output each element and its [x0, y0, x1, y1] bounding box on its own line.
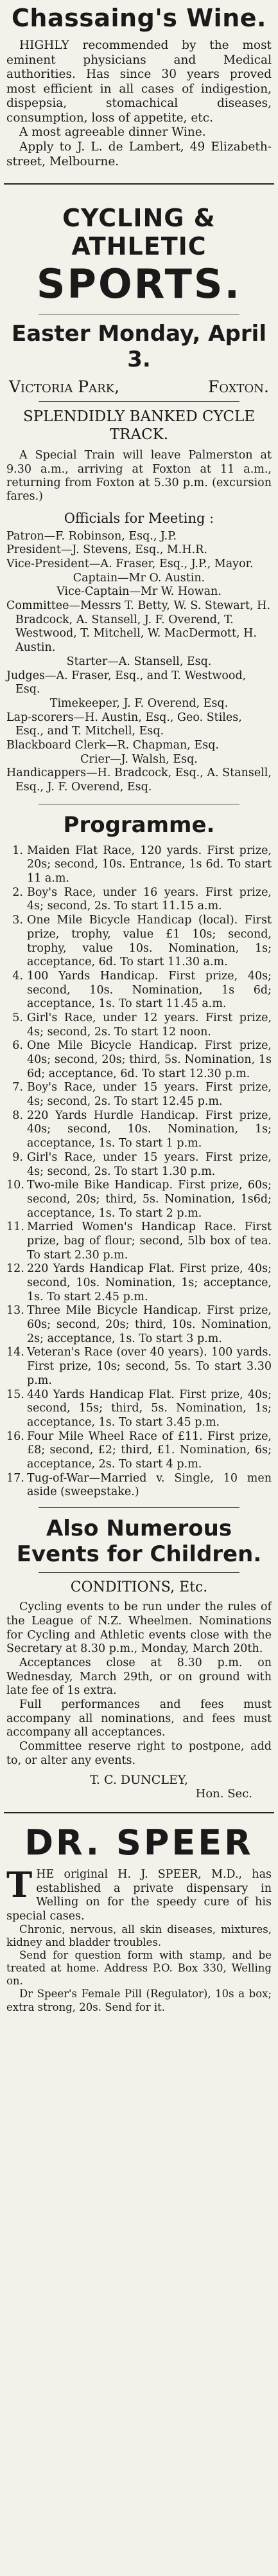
speer-intro — [6, 1864, 272, 1923]
chassaing-title: Chassaing's Wine. — [12, 4, 266, 32]
event-number: 10. — [6, 1179, 24, 1192]
drop-cap: T — [6, 1864, 33, 1906]
official-item: Handicappers—H. Bradcock, Esq., A. Stansell, Esq., J. F. Overend, Esq. — [6, 766, 272, 794]
official-item: President—J. Stevens, Esq., M.H.R. — [6, 543, 207, 557]
event-text: Girl's Race, under 15 years. First prize, 4s; second, 2s. To start 1.30 p.m. — [27, 1150, 272, 1178]
event-number: 6. — [12, 1039, 23, 1053]
list-item — [6, 914, 272, 970]
official-item: Vice-Captain—Mr W. Howan. — [56, 585, 222, 599]
list-item — [6, 1262, 272, 1304]
secretary-name: T. C. DUNCLEY, — [90, 1773, 188, 1788]
event-text: 100 Yards Handicap. First prize, 40s; second, 10s. Nomination, 1s 6d; acceptance, 1s. To start 11.45 a.m. — [27, 969, 272, 1011]
event-text: Three Mile Bicycle Handicap. First prize, 60s; second, 20s; third, 10s. Nomination, 2s; acceptance, 1s. To start 3 p.m. — [27, 1304, 272, 1345]
official-item: Patron—F. Robinson, Esq., J.P. — [6, 529, 177, 543]
conditions-title: CONDITIONS, Etc. — [70, 1579, 208, 1596]
event-number: 16. — [6, 1429, 24, 1443]
chassaing-ad — [0, 4, 278, 169]
condition-paragraph: Acceptances close at 8.30 p.m. on Wednesday, March 29th, or on ground with late fee of 1s extra. — [6, 1656, 272, 1698]
speer-title: DR. SPEER — [24, 1822, 254, 1864]
event-text: Tug-of-War—Married v. Single, 10 men aside (sweepstake.) — [27, 1471, 272, 1499]
speer-para-4: Dr Speer's Female Pill (Regulator), 10s a box; extra strong, 20s. Send for it. — [6, 1988, 272, 2013]
event-number: 13. — [6, 1304, 24, 1318]
list-item — [6, 886, 272, 914]
programme-title: Programme. — [63, 812, 215, 838]
programme-list — [0, 844, 278, 1500]
official-item: Starter—A. Stansell, Esq. — [66, 655, 212, 668]
event-text: Boy's Race, under 16 years. First prize, 4s; second, 2s. To start 11.15 a.m. — [27, 885, 272, 913]
official-item: Timekeeper, J. F. Overend, Esq. — [49, 696, 229, 710]
event-number: 14. — [6, 1346, 24, 1359]
venue-left: Victoria Park, — [9, 377, 120, 397]
chassaing-para-1: HIGHLY recommended by the most eminent physicians and Medical authorities. Has since 30 years proved most efficient in all cases of indigestion, dispepsia, stomachical diseases, consumption, loss of appetite, etc. — [6, 39, 272, 125]
event-text: Two-mile Bike Handicap. First prize, 60s; second, 20s; third, 5s. Nomination, 1s6d; acceptance, 1s. To start 2 p.m. — [27, 1179, 272, 1220]
event-text: Married Women's Handicap Race. First prize, bag of flour; second, 5lb box of tea. To start 2.30 p.m. — [27, 1220, 272, 1262]
list-item — [6, 1081, 272, 1109]
track-line: SPLENDIDLY BANKED CYCLE TRACK. — [22, 408, 256, 443]
event-number: 5. — [12, 1011, 23, 1024]
event-text: 220 Yards Hurdle Handicap. First prize, 40s; second, 10s. Nomination, 1s; acceptance, 1s. To start 1 p.m. — [27, 1109, 272, 1150]
speer-para-3: Send for question form with stamp, and be treated at home. Address P.O. Box 330, Welling on. — [6, 1949, 272, 1988]
event-number: 15. — [6, 1388, 24, 1401]
speer-para-1: HE original H. J. SPEER, M.D., has established a private dispensary in Welling on for the speedy cure of his special cases. — [6, 1868, 272, 1923]
officials-list — [6, 530, 272, 795]
event-number: 3. — [12, 914, 23, 927]
divider — [4, 1812, 274, 1813]
venue-line — [9, 377, 269, 396]
official-item: Captain—Mr O. Austin. — [73, 571, 205, 585]
official-item: Judges—A. Fraser, Esq., and T. Westwood, Esq. — [6, 669, 247, 696]
speer-ad — [0, 1822, 278, 2013]
event-text: 220 Yards Handicap Flat. First prize, 40s; second, 10s. Nomination, 1s; acceptance, 1s. To start 2.45 p.m. — [27, 1262, 272, 1303]
event-text: Boy's Race, under 15 years. First prize, 4s; second, 2s. To start 12.45 p.m. — [27, 1081, 272, 1109]
event-number: 11. — [6, 1220, 24, 1234]
list-item — [6, 1430, 272, 1472]
list-item — [6, 1346, 272, 1388]
list-item — [6, 970, 272, 1011]
officials-title: Officials for Meeting : — [64, 510, 214, 526]
official-item: Vice-President—A. Fraser, Esq., J.P., Mayor. — [6, 558, 254, 570]
condition-paragraph: Full performances and fees must accompany all nominations, and fees must accompany all acceptances. — [6, 1698, 272, 1739]
venue-right: Foxton. — [207, 377, 269, 397]
sports-heading-2: SPORTS. — [36, 260, 242, 308]
list-item — [6, 1388, 272, 1430]
chassaing-para-3: Apply to J. L. de Lambert, 49 Elizabeth-street, Melbourne. — [6, 140, 272, 168]
newspaper-column — [0, 4, 278, 2576]
condition-paragraph: Committee reserve right to postpone, add to, or alter any events. — [6, 1740, 272, 1767]
event-text: Four Mile Wheel Race of £11. First prize, £8; second, £2; third, £1. Nomination, 6s; acceptance, 2s. To start 4 p.m. — [27, 1429, 272, 1471]
list-item — [6, 1179, 272, 1220]
divider — [39, 401, 239, 402]
list-item — [6, 1039, 272, 1081]
sports-heading-1: CYCLING & ATHLETIC — [62, 204, 216, 261]
train-notice: A Special Train will leave Palmerston at 9.30 a.m., arriving at Foxton at 11 a.m., returning from Foxton at 5.30 p.m. (excursion fares.) — [6, 449, 272, 503]
event-number: 4. — [12, 969, 23, 983]
list-item — [6, 1220, 272, 1262]
event-text: 440 Yards Handicap Flat. First prize, 40s; second, 15s; third, 5s. Nomination, 1s; acceptance, 1s. To start 3.45 p.m. — [27, 1388, 272, 1429]
list-item — [6, 844, 272, 886]
divider — [4, 183, 274, 185]
list-item — [6, 1304, 272, 1346]
event-number: 2. — [12, 885, 23, 899]
official-item: Lap-scorers—H. Austin, Esq., Geo. Stiles, Esq., and T. Mitchell, Esq. — [6, 711, 242, 738]
event-number: 7. — [12, 1081, 23, 1094]
event-number: 12. — [6, 1262, 24, 1276]
event-text: One Mile Bicycle Handicap. First prize, 40s; second, 20s; third, 5s. Nomination, 1s 6d; acceptance, 6d. To start 12.30 p.m. — [27, 1039, 272, 1080]
event-text: Girl's Race, under 12 years. First prize, 4s; second, 2s. To start 12 noon. — [27, 1011, 272, 1039]
event-number: 1. — [12, 844, 23, 857]
event-text: One Mile Bicycle Handicap (local). First prize, trophy, value £1 10s; second, trophy, value 10s. Nomination, 1s; acceptance, 6d. To start 11.30 a.m. — [27, 914, 272, 969]
event-text: Maiden Flat Race, 120 yards. First prize, 20s; second, 10s. Entrance, 1s 6d. To start 11 a.m. — [27, 844, 272, 885]
event-number: 9. — [12, 1150, 23, 1164]
list-item — [6, 1151, 272, 1179]
event-text: Veteran's Race (over 40 years). 100 yards. First prize, 10s; second, 5s. To start 3.30 p.m. — [27, 1346, 272, 1387]
event-date: Easter Monday, April 3. — [12, 321, 266, 373]
list-item — [6, 1011, 272, 1039]
official-item: Crier—J. Walsh, Esq. — [80, 752, 198, 766]
official-item: Blackboard Clerk—R. Chapman, Esq. — [6, 738, 219, 752]
divider — [39, 1572, 239, 1573]
condition-paragraph: Cycling events to be run under the rules of the League of N.Z. Wheelmen. Nominations for Cycling and Athletic events close with the Secretary at 8.30 p.m., Monday, March 20th. — [6, 1601, 272, 1656]
list-item — [6, 1109, 272, 1151]
sports-ad — [0, 204, 278, 1800]
children-events-title: Also Numerous Events for Children. — [16, 1516, 262, 1568]
speer-para-2: Chronic, nervous, all skin diseases, mixtures, kidney and bladder troubles. — [6, 1923, 272, 1948]
list-item — [6, 1472, 272, 1500]
divider — [39, 1507, 239, 1508]
event-number: 8. — [12, 1109, 23, 1122]
chassaing-para-2: A most agreeable dinner Wine. — [19, 125, 206, 140]
secretary-title: Hon. Sec. — [195, 1787, 252, 1801]
event-number: 17. — [6, 1471, 24, 1485]
official-item: Committee—Messrs T. Betty, W. S. Stewart, H. Bradcock, A. Stansell, J. F. Overend, T. Westwood, T. Mitchell, W. MacDermott, H. Austin. — [6, 599, 271, 655]
